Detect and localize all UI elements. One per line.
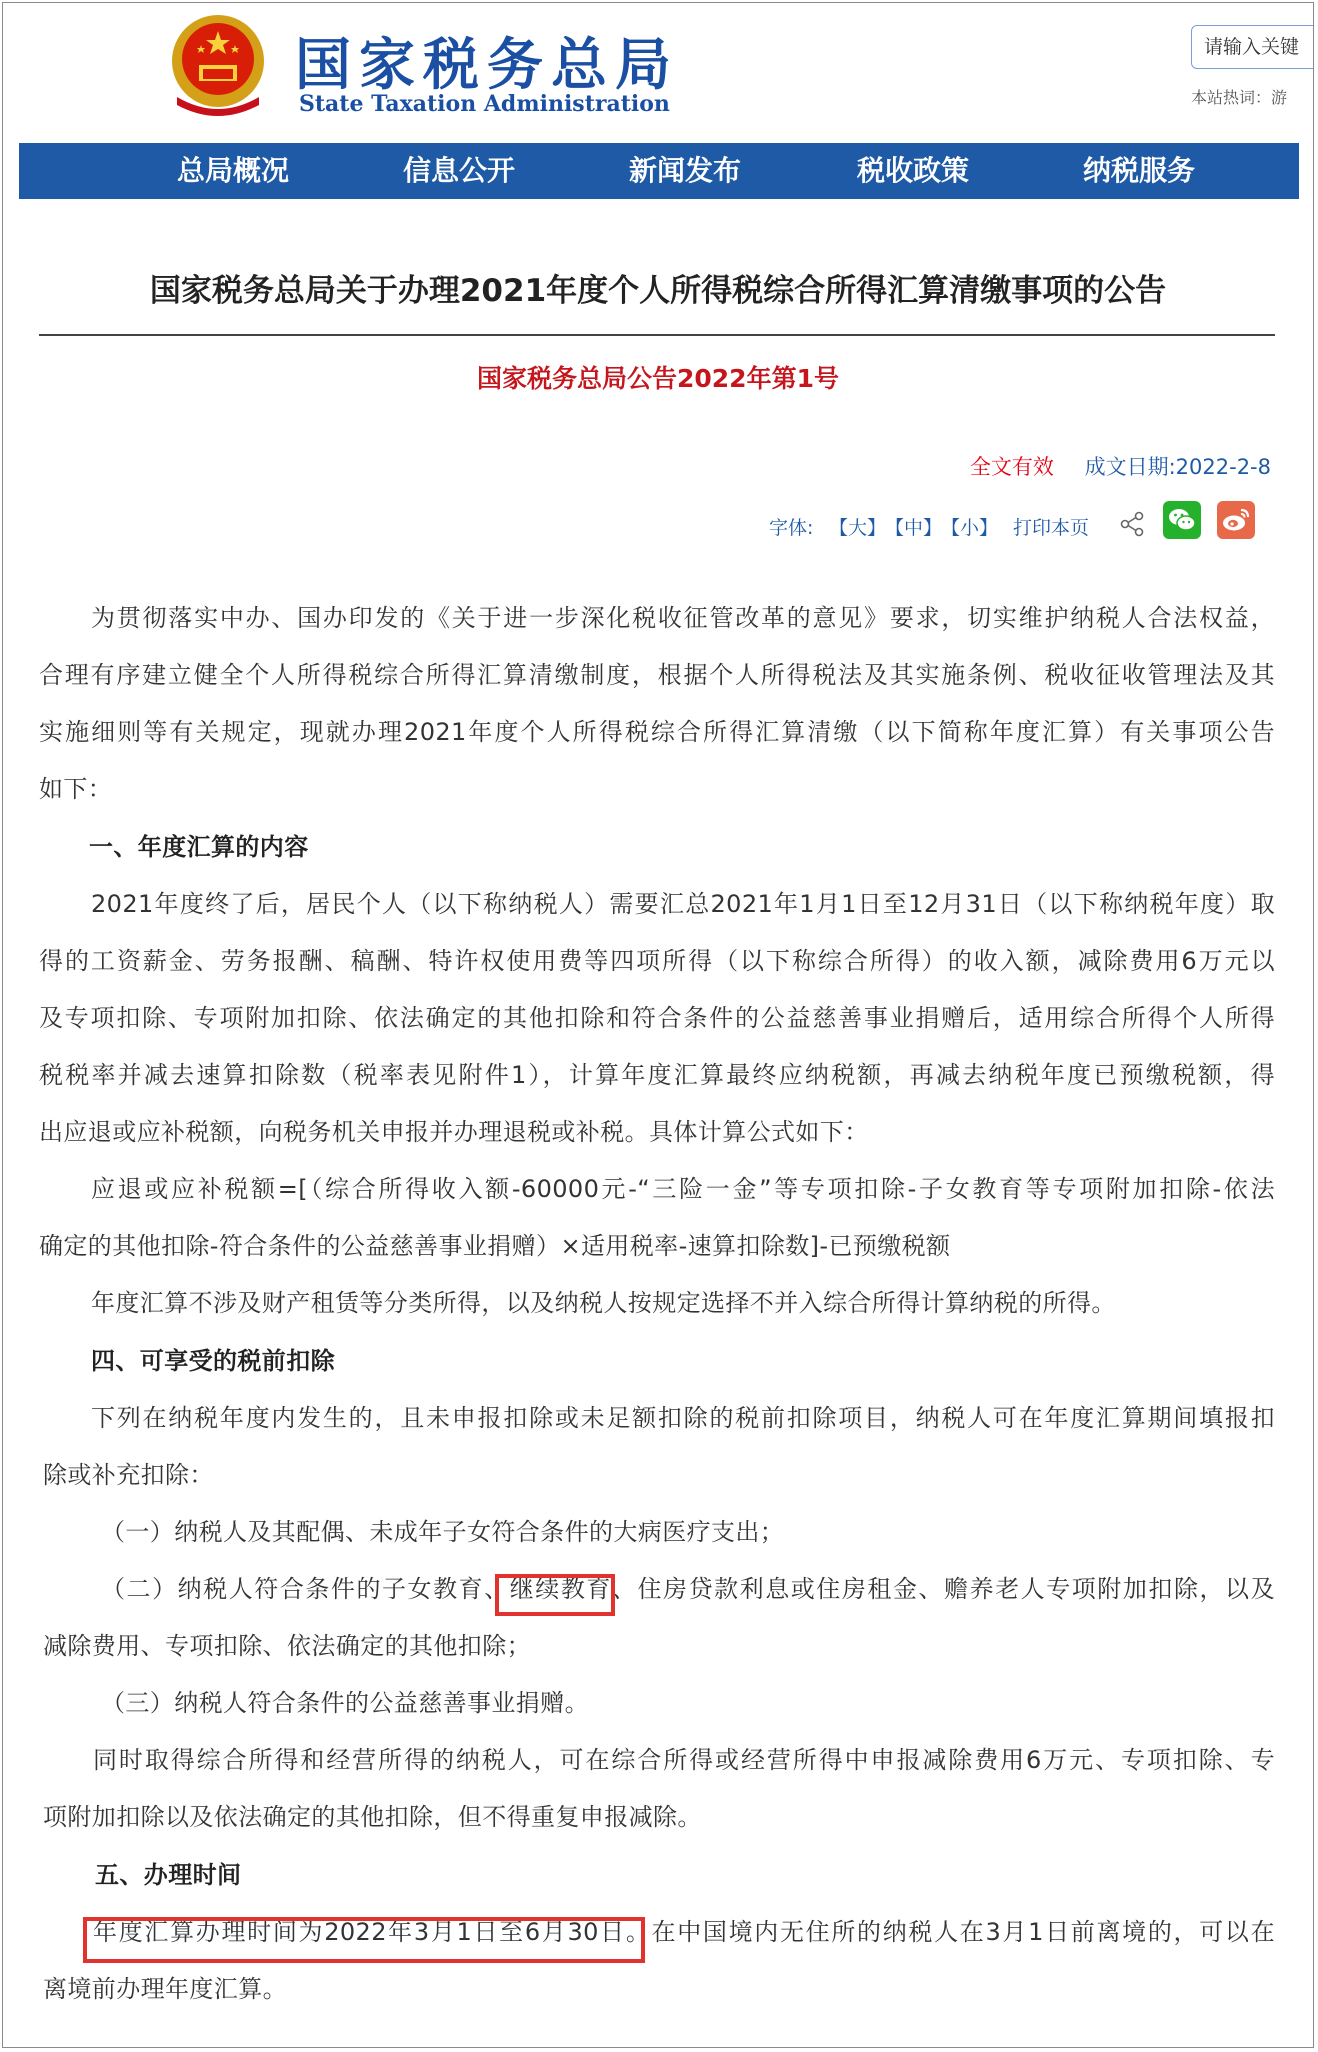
- wechat-icon[interactable]: [1163, 501, 1201, 539]
- article-meta: [970, 451, 1271, 481]
- paragraph-line: 项附加扣除以及依法确定的其他扣除，但不得重复申报减除。: [43, 1803, 702, 1831]
- validity-status: 全文有效: [969, 455, 1054, 479]
- search-input[interactable]: 请输入关键: [1191, 25, 1314, 69]
- section-heading: 一、年度汇算的内容: [89, 833, 309, 861]
- font-large-button[interactable]: 【大】: [829, 517, 887, 539]
- page-frame: [2, 2, 1314, 2048]
- paragraph-line: 下列在纳税年度内发生的，且未申报扣除或未足额扣除的税前扣除项目，纳税人可在年度汇算期间填报扣: [91, 1404, 1275, 1432]
- section-heading: 四、可享受的税前扣除: [91, 1347, 335, 1375]
- paragraph-line: 同时取得综合所得和经营所得的纳税人，可在综合所得或经营所得中申报减除费用6万元、专项扣除、专: [93, 1746, 1275, 1774]
- national-emblem-icon: [163, 9, 273, 119]
- paragraph-line: 得的工资薪金、劳务报酬、稿酬、特许权使用费等四项所得（以下称综合所得）的收入额，减除费用6万元以: [39, 947, 1275, 975]
- list-item: （一）纳税人及其配偶、未成年子女符合条件的大病医疗支出；: [101, 1518, 785, 1546]
- site-header: [3, 3, 1313, 143]
- publish-date: 成文日期:2022-2-8: [1084, 455, 1271, 479]
- section-heading: 五、办理时间: [95, 1861, 242, 1889]
- document-number: 国家税务总局公告2022年第1号: [477, 364, 839, 393]
- paragraph-line: 除或补充扣除：: [43, 1461, 214, 1489]
- article-title: 国家税务总局关于办理2021年度个人所得税综合所得汇算清缴事项的公告: [149, 273, 1167, 309]
- paragraph-line: 实施细则等有关规定，现就办理2021年度个人所得税综合所得汇算清缴（以下简称年度汇算）有关事项公告: [39, 718, 1275, 746]
- weibo-icon[interactable]: [1217, 501, 1255, 539]
- paragraph-line: 合理有序建立健全个人所得税综合所得汇算清缴制度，根据个人所得税法及其实施条例、税收征收管理法及其: [39, 661, 1275, 689]
- share-icon[interactable]: [1119, 511, 1145, 537]
- paragraph-line: 为贯彻落实中办、国办印发的《关于进一步深化税收征管改革的意见》要求，切实维护纳税人合法权益，: [91, 604, 1275, 632]
- paragraph-line: 2021年度终了后，居民个人（以下称纳税人）需要汇总2021年1月1日至12月31日（以下称纳税年度）取: [91, 890, 1275, 918]
- paragraph-line: 减除费用、专项扣除、依法确定的其他扣除；: [43, 1632, 531, 1660]
- print-button[interactable]: 打印本页: [1013, 517, 1090, 539]
- nav-item-taxpayer-service[interactable]: 纳税服务: [1083, 154, 1196, 187]
- nav-item-overview[interactable]: 总局概况: [177, 154, 290, 187]
- font-size-label: 字体:: [769, 517, 814, 539]
- formula-line: 应退或应补税额=[（综合所得收入额-60000元-“三险一金”等专项扣除-子女教育等专项附加扣除-依法: [91, 1175, 1275, 1203]
- paragraph-line: 税税率并减去速算扣除数（税率表见附件1），计算年度汇算最终应纳税额，再减去纳税年度已预缴税额，得: [39, 1061, 1275, 1089]
- nav-item-tax-policy[interactable]: 税收政策: [857, 154, 970, 187]
- font-medium-button[interactable]: 【中】: [885, 517, 943, 539]
- paragraph-line: 年度汇算办理时间为2022年3月1日至6月30日。在中国境内无住所的纳税人在3月1日前离境的，可以在: [93, 1918, 1275, 1946]
- site-title-english: State Taxation Administration: [299, 91, 670, 117]
- nav-item-disclosure[interactable]: 信息公开: [403, 154, 516, 187]
- paragraph-line: 离境前办理年度汇算。: [43, 1975, 287, 2003]
- title-divider: [39, 334, 1275, 336]
- site-title[interactable]: 国家税务总局: [295, 33, 679, 98]
- list-item: （二）纳税人符合条件的子女教育、继续教育、住房贷款利息或住房租金、赡养老人专项附加扣除，以及: [101, 1575, 1275, 1603]
- list-item: （三）纳税人符合条件的公益慈善事业捐赠。: [101, 1689, 589, 1717]
- paragraph-line: 及专项扣除、专项附加扣除、依法确定的其他扣除和符合条件的公益慈善事业捐赠后，适用综合所得个人所得: [39, 1004, 1275, 1032]
- hot-words-label: 本站热词：游: [1191, 88, 1288, 107]
- font-small-button[interactable]: 【小】: [941, 517, 999, 539]
- paragraph-line: 如下：: [39, 775, 113, 803]
- paragraph-line: 出应退或应补税额，向税务机关申报并办理退税或补税。具体计算公式如下：: [39, 1118, 869, 1146]
- paragraph-line: 年度汇算不涉及财产租赁等分类所得，以及纳税人按规定选择不并入综合所得计算纳税的所得。: [91, 1289, 1116, 1317]
- nav-item-news[interactable]: 新闻发布: [629, 154, 742, 187]
- main-nav: [19, 143, 1299, 199]
- formula-line: 确定的其他扣除-符合条件的公益慈善事业捐赠）×适用税率-速算扣除数]-已预缴税额: [39, 1232, 951, 1260]
